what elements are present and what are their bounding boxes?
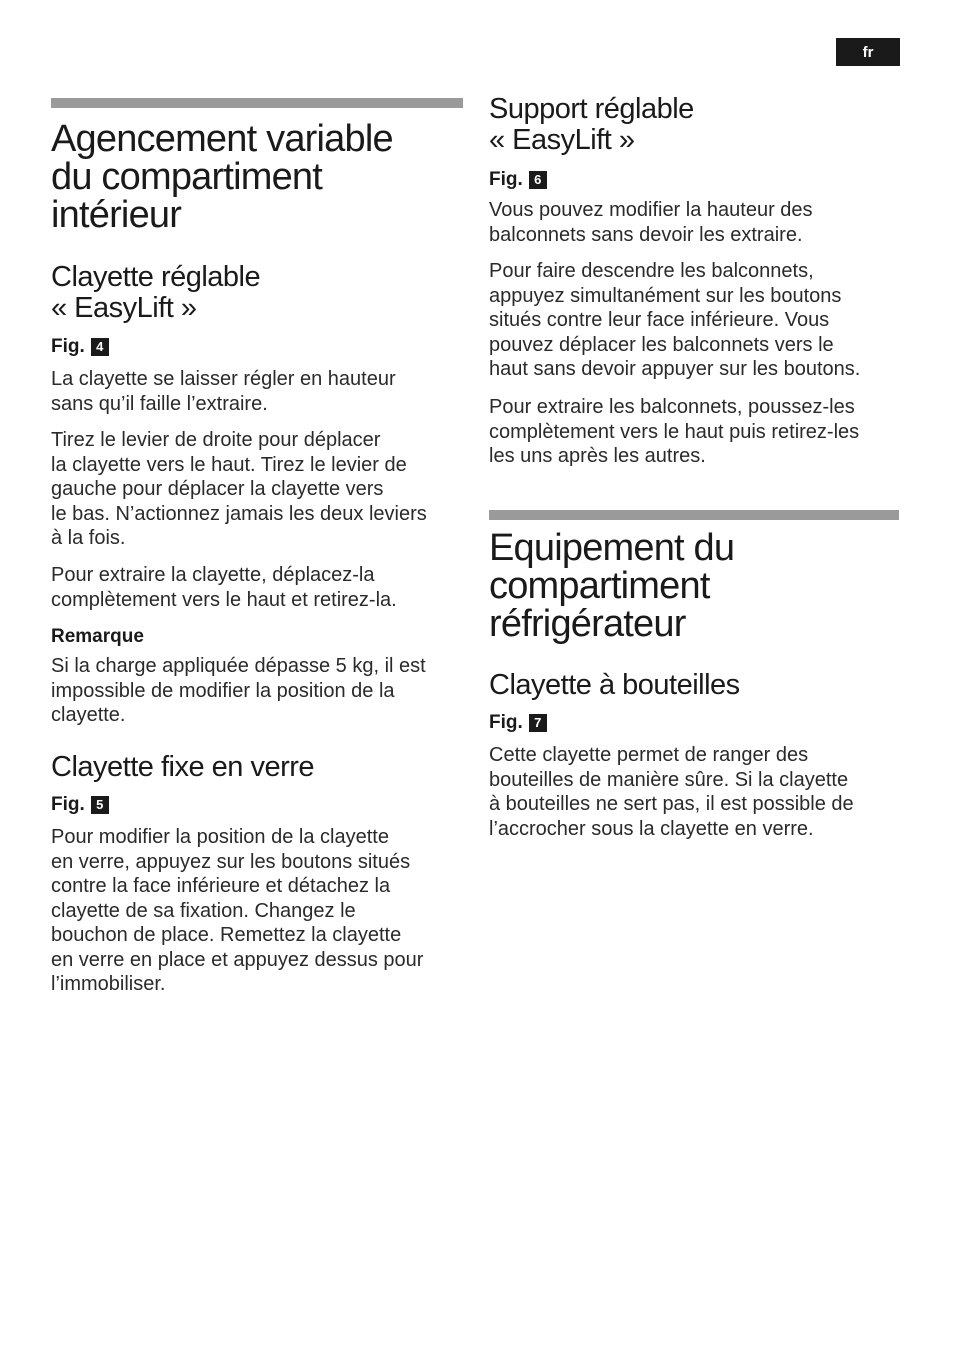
fig-number: 5 [91,796,109,814]
text-line: situés contre leur face inférieure. Vous [489,309,830,331]
text-line: complètement vers le haut et retirez-la. [51,588,397,611]
title-line: Agencement variable [51,118,393,160]
fig-label: Fig. [51,794,85,815]
text-line: les uns après les autres. [489,445,706,467]
figure-reference [51,336,463,358]
paragraph [489,198,899,247]
paragraph [489,395,899,469]
text-line: gauche pour déplacer la clayette vers [51,478,384,500]
fig-number: 7 [529,714,547,732]
paragraph [51,825,463,997]
text-line: La clayette se laisser régler en hauteur [51,368,396,390]
text-line: contre la face inférieure et détachez la [51,875,391,897]
language-badge: fr [836,38,900,66]
text-line: Pour faire descendre les balconnets, [489,260,814,282]
text-line: Si la charge appliquée dépasse 5 kg, il est [51,655,426,677]
fig-number: 4 [91,338,109,356]
text-line: Pour modifier la position de la clayette [51,826,389,848]
text-line: en verre, appuyez sur les boutons situés [51,850,411,873]
fig-label: Fig. [489,712,523,733]
section-title-agencement [51,120,463,234]
text-line: bouteilles de manière sûre. Si la clayette [489,768,849,791]
section-rule [489,510,899,520]
fig-label: Fig. [489,169,523,190]
subheading-clayette-bouteilles: Clayette à bouteilles [489,669,740,701]
text-line: balconnets sans devoir les extraire. [489,223,803,246]
text-line: haut sans devoir appuyer sur les boutons. [489,358,861,380]
section-title-equipement [489,529,899,643]
fig-label: Fig. [51,336,85,357]
text-line: à bouteilles ne sert pas, il est possible de [489,793,854,815]
fig-number: 6 [529,171,547,189]
text-line: sans qu’il faille l’extraire. [51,392,268,415]
text-line: le bas. N’actionnez jamais les deux leviers [51,502,427,525]
text-line: à la fois. [51,527,126,549]
text-line: l’immobiliser. [51,973,166,995]
paragraph [51,428,463,551]
title-line: du compartiment [51,156,323,198]
paragraph [489,259,899,382]
text-line: pouvez déplacer les balconnets vers le [489,333,834,356]
text-line: complètement vers le haut puis retirez-les [489,420,860,443]
figure-reference [489,169,899,191]
text-line: Cette clayette permet de ranger des [489,744,809,766]
paragraph [51,563,463,612]
text-line: Pour extraire les balconnets, poussez-les [489,396,855,418]
text-line: clayette. [51,704,126,726]
subheading-support-reglable [489,94,899,156]
subheading-clayette-reglable [51,262,463,324]
subheading-clayette-fixe: Clayette fixe en verre [51,751,315,783]
subheading-line: « EasyLift » [51,292,197,324]
text-line: appuyez simultanément sur les boutons [489,284,842,307]
text-line: Vous pouvez modifier la hauteur des [489,199,813,221]
figure-reference [489,712,899,734]
text-line: Pour extraire la clayette, déplacez-la [51,564,375,586]
title-line: intérieur [51,194,182,236]
title-line: réfrigérateur [489,603,686,645]
section-rule [51,98,463,108]
text-line: clayette de sa fixation. Changez le [51,899,356,922]
subheading-line: Support réglable [489,93,694,125]
text-line: la clayette vers le haut. Tirez le levier de [51,453,407,476]
title-line: Equipement du [489,527,735,569]
text-line: bouchon de place. Remettez la clayette [51,924,402,946]
text-line: en verre en place et appuyez dessus pour [51,948,424,971]
paragraph [489,743,899,841]
subheading-line: « EasyLift » [489,124,635,156]
paragraph [51,367,463,416]
text-line: Tirez le levier de droite pour déplacer [51,429,381,451]
figure-reference [51,794,463,816]
subheading-line: Clayette réglable [51,261,261,293]
title-line: compartiment [489,565,710,607]
text-line: impossible de modifier la position de la [51,679,395,702]
text-line: l’accrocher sous la clayette en verre. [489,817,814,840]
note-title: Remarque [51,626,144,647]
note-text [51,654,463,728]
